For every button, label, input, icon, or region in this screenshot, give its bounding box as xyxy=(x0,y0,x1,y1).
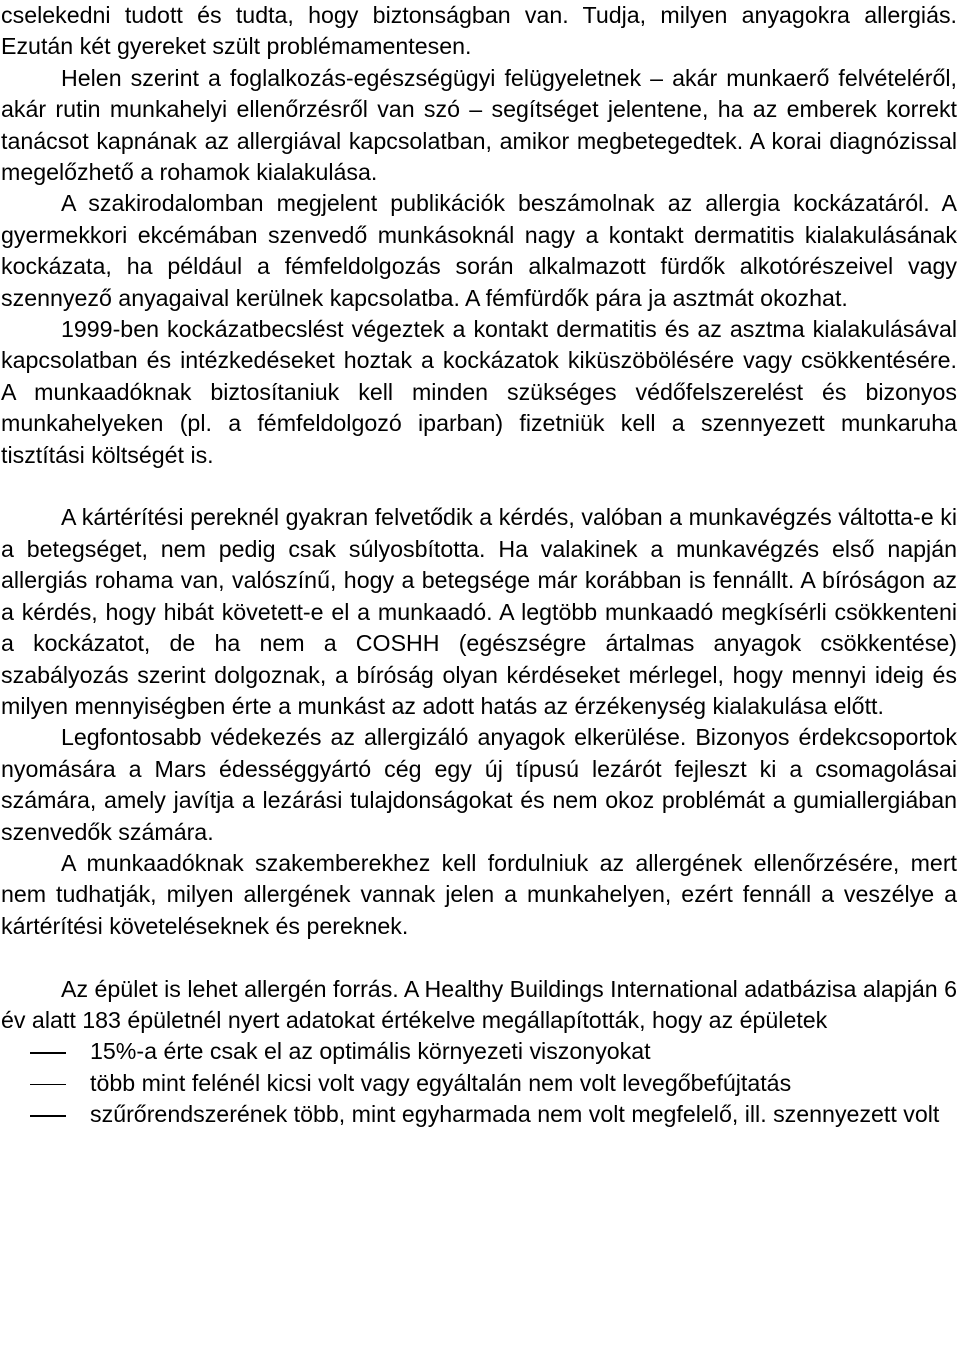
list-item: szűrőrendszerének több, mint egyharmada nem volt megfelelő, ill. szennyezett volt xyxy=(1,1099,957,1130)
paragraph: A szakirodalomban megjelent publikációk beszámolnak az allergia kockázatáról. A gyermekkori ekcémában szenvedő munkásoknál nagy a kontakt dermatitis kialakulásának kockázata, ha például a fémfeldolgozás során alkalmazott fürdők alkotórészeivel vagy szennyező anyagaival kerülnek kapcsolatba. A fémfürdők pára ja asztmát okozhat. xyxy=(1,190,957,311)
paragraph: Az épület is lehet allergén forrás. A Healthy Buildings International adatbázisa alapján 6 év alatt 183 épületnél nyert adatokat értékelve megállapították, hogy az épületek xyxy=(1,975,957,1033)
section-spacer xyxy=(1,942,957,973)
paragraph: cselekedni tudott és tudta, hogy biztonságban van. Tudja, milyen anyagokra allergiás. Ezután két gyereket szült problémamentesen. xyxy=(1,2,957,60)
list-item: több mint felénél kicsi volt vagy egyáltalán nem volt levegőbefújtatás xyxy=(1,1068,957,1099)
list-item: 15%-a érte csak el az optimális környezeti viszonyokat xyxy=(1,1036,957,1067)
section-spacer xyxy=(1,471,957,502)
paragraph: A kártérítési pereknél gyakran felvetődik a kérdés, valóban a munkavégzés váltotta-e ki a betegséget, nem pedig csak súlyosbította. Ha valakinek a munkavégzés első napján allergiás rohama van, valószínű, hogy a betegsége már korábban is fennállt. A bíróságon az a kérdés, hogy hibát követett-e el a munkaadó. A legtöbb munkaadó megkísérli csökkenteni a kockázatot, de ha nem a COSHH (egészségre ártalmas anyagok csökkentése) szabályozás szerint dolgoznak, a bíróság olyan kérdéseket mérlegel, hogy mennyi ideig és milyen mennyiségben érte a munkást az adott hatás az érzékenység kialakulása előtt. xyxy=(1,504,957,719)
document-page xyxy=(1,0,957,1131)
dash-list xyxy=(1,1036,957,1130)
paragraph: 1999-ben kockázatbecslést végeztek a kontakt dermatitis és az asztma kialakulásával kapcsolatban és intézkedéseket hoztak a kockázatok kiküszöbölésére vagy csökkentésére. A munkaadóknak biztosítaniuk kell minden szükséges védőfelszerelést és bizonyos munkahelyeken (pl. a fémfeldolgozó iparban) fizetniük kell a szennyezett munkaruha tisztítási költségét is. xyxy=(1,316,957,468)
paragraph: Legfontosabb védekezés az allergizáló anyagok elkerülése. Bizonyos érdekcsoportok nyomására a Mars édességgyártó cég egy új típusú lezárót fejleszt ki a csomagolásai számára, amely javítja a lezárási tulajdonságokat és nem okoz problémát a gumiallergiában szenvedők számára. xyxy=(1,724,957,845)
paragraph: A munkaadóknak szakemberekhez kell fordulniuk az allergének ellenőrzésére, mert nem tudhatják, milyen allergének vannak jelen a munkahelyen, ezért fennáll a veszélye a kártérítési követeléseknek és pereknek. xyxy=(1,849,957,939)
paragraph: Helen szerint a foglalkozás-egészségügyi felügyeletnek – akár munkaerő felvételéről, akár rutin munkahelyi ellenőrzésről van szó – segítséget jelentene, ha az emberek korrekt tanácsot kapnának az allergiával kapcsolatban, amikor megbetegedtek. A korai diagnózissal megelőzhető a rohamok kialakulása. xyxy=(1,64,957,186)
